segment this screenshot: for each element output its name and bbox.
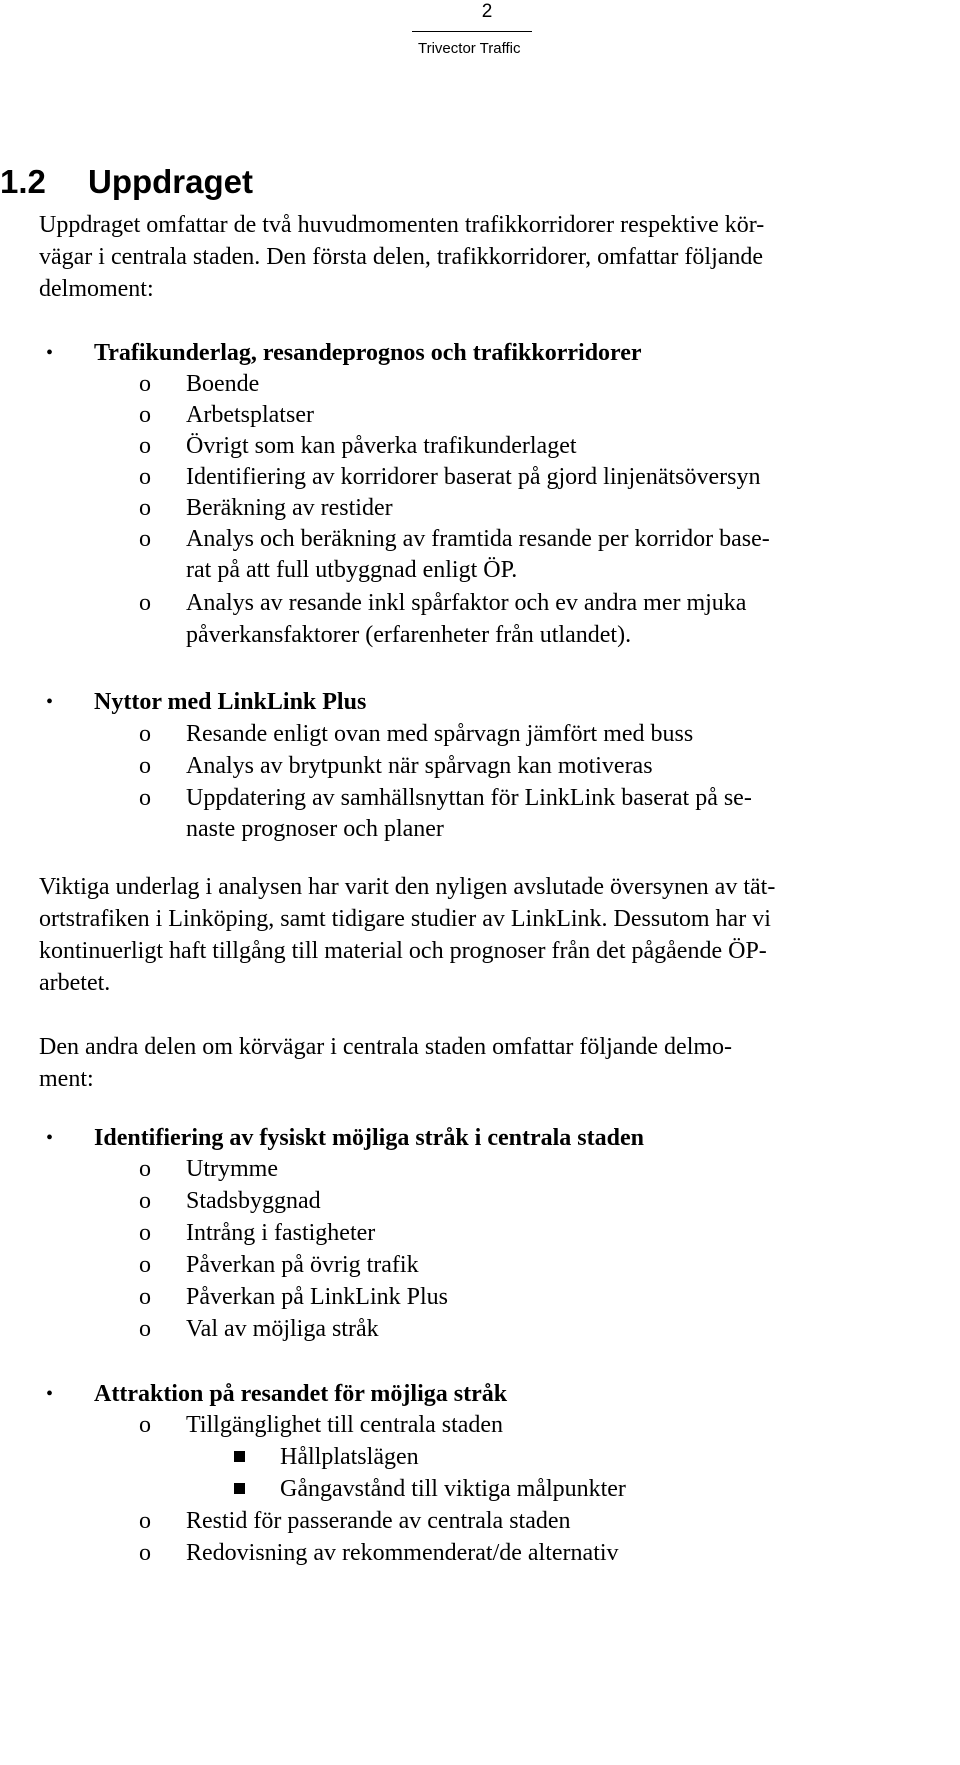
sub-bullet-icon: o: [139, 1188, 151, 1214]
block1-item-7-line-1: Analys av resande inkl spårfaktor och ev andra mer mjuka: [186, 590, 747, 616]
sub-bullet-icon: o: [139, 402, 151, 428]
block1-item-5: Beräkning av restider: [186, 495, 393, 521]
block1-item-2: Arbetsplatser: [186, 402, 314, 428]
block4-title: Attraktion på resandet för möjliga stråk: [94, 1381, 508, 1407]
sub-bullet-icon: o: [139, 1252, 151, 1278]
block1-item-7-line-2: påverkansfaktorer (erfarenheter från utlandet).: [186, 622, 632, 648]
para2-line-2: ortstrafiken i Linköping, samt tidigare studier av LinkLink. Dessutom har vi: [39, 906, 771, 932]
bullet-icon: •: [46, 342, 54, 364]
block1-item-6-line-1: Analys och beräkning av framtida resande per korridor base-: [186, 526, 770, 552]
block1-item-1: Boende: [186, 371, 260, 397]
sub-bullet-icon: o: [139, 1540, 151, 1566]
block3-item-3: Intrång i fastigheter: [186, 1220, 376, 1246]
square-bullet-icon: [234, 1483, 245, 1494]
bullet-icon: •: [46, 1127, 54, 1149]
block4-subitem-1: Hållplatslägen: [280, 1444, 419, 1470]
intro-line-1: Uppdraget omfattar de två huvudmomenten trafikkorridorer respektive kör-: [39, 212, 765, 238]
block3-item-5: Påverkan på LinkLink Plus: [186, 1284, 448, 1310]
page-number: 2: [481, 1, 493, 22]
para2-line-1: Viktiga underlag i analysen har varit den nyligen avslutade översynen av tät-: [39, 874, 776, 900]
block1-item-4: Identifiering av korridorer baserat på gjord linjenätsöversyn: [186, 464, 761, 490]
block4-subitem-2: Gångavstånd till viktiga målpunkter: [280, 1476, 626, 1502]
block1-item-6-line-2: rat på att full utbyggnad enligt ÖP.: [186, 557, 518, 583]
sub-bullet-icon: o: [139, 433, 151, 459]
para2-line-3: kontinuerligt haft tillgång till material och prognoser från det pågående ÖP-: [39, 938, 767, 964]
block3-item-2: Stadsbyggnad: [186, 1188, 321, 1214]
section-number: 1.2: [0, 163, 46, 200]
block3-title: Identifiering av fysiskt möjliga stråk i centrala staden: [94, 1125, 644, 1151]
para2-line-4: arbetet.: [39, 970, 111, 996]
section-heading: [0, 162, 253, 202]
block2-item-1: Resande enligt ovan med spårvagn jämfört med buss: [186, 721, 694, 747]
sub-bullet-icon: o: [139, 464, 151, 490]
header-company-name: Trivector Traffic: [418, 40, 521, 57]
sub-bullet-icon: o: [139, 526, 151, 552]
para3-line-2: ment:: [39, 1066, 94, 1092]
bullet-icon: •: [46, 1383, 54, 1405]
block2-title: Nyttor med LinkLink Plus: [94, 689, 367, 715]
para3-line-1: Den andra delen om körvägar i centrala staden omfattar följande delmo-: [39, 1034, 733, 1060]
section-title: Uppdraget: [88, 163, 253, 200]
block3-item-4: Påverkan på övrig trafik: [186, 1252, 419, 1278]
sub-bullet-icon: o: [139, 1220, 151, 1246]
block3-item-1: Utrymme: [186, 1156, 278, 1182]
block2-item-2: Analys av brytpunkt när spårvagn kan motiveras: [186, 753, 653, 779]
sub-bullet-icon: o: [139, 1508, 151, 1534]
block4-item-2: Restid för passerande av centrala staden: [186, 1508, 571, 1534]
bullet-icon: •: [46, 691, 54, 713]
sub-bullet-icon: o: [139, 721, 151, 747]
sub-bullet-icon: o: [139, 1156, 151, 1182]
block3-item-6: Val av möjliga stråk: [186, 1316, 379, 1342]
block2-item-3-line-1: Uppdatering av samhällsnyttan för LinkLink baserat på se-: [186, 785, 752, 811]
sub-bullet-icon: o: [139, 371, 151, 397]
sub-bullet-icon: o: [139, 590, 151, 616]
sub-bullet-icon: o: [139, 1412, 151, 1438]
sub-bullet-icon: o: [139, 785, 151, 811]
block1-title: Trafikunderlag, resandeprognos och trafikkorridorer: [94, 340, 642, 366]
sub-bullet-icon: o: [139, 1284, 151, 1310]
block4-item-1: Tillgänglighet till centrala staden: [186, 1412, 504, 1438]
intro-line-3: delmoment:: [39, 276, 154, 302]
intro-line-2: vägar i centrala staden. Den första delen, trafikkorridorer, omfattar följande: [39, 244, 764, 270]
header-rule: [412, 31, 532, 32]
block4-item-3: Redovisning av rekommenderat/de alternativ: [186, 1540, 619, 1566]
block1-item-3: Övrigt som kan påverka trafikunderlaget: [186, 433, 577, 459]
sub-bullet-icon: o: [139, 753, 151, 779]
block2-item-3-line-2: naste prognoser och planer: [186, 816, 444, 842]
sub-bullet-icon: o: [139, 495, 151, 521]
sub-bullet-icon: o: [139, 1316, 151, 1342]
square-bullet-icon: [234, 1451, 245, 1462]
